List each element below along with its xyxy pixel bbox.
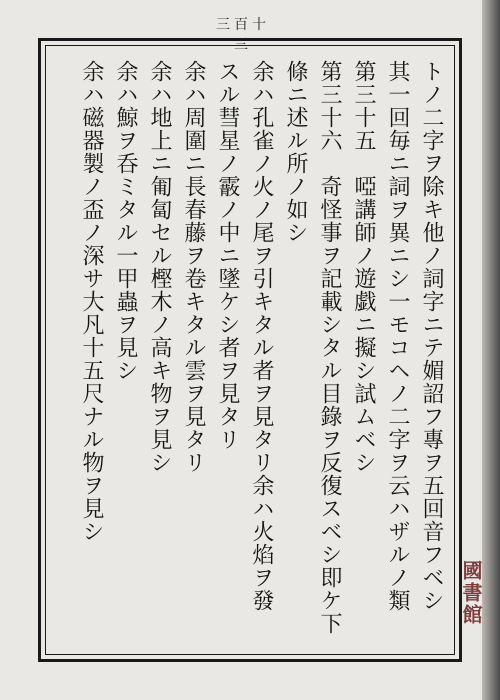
text-column: 第三十六 奇怪事ヲ記載シタル目錄ヲ反復スベシ即ケ下 [317,60,342,635]
text-column: 其一回毎ニ詞ヲ異ニシ一モコヘノ二字ヲ云ハザルノ類 [385,60,410,612]
vertical-text-block [78,60,448,645]
text-column: トノ二字ヲ除キ他ノ詞字ニテ媚詔フ專ヲ五回音フベシ [419,60,444,612]
text-column: 余ハ鯨ヲ呑ミタル一甲蟲ヲ見シ [113,60,138,382]
library-stamp: 國書館 [459,560,483,626]
text-column: 余ハ周圍ニ長春藤ヲ卷キタル雲ヲ見タリ [181,60,206,474]
text-column: 余ハ地上ニ匍匐セル樫木ノ高キ物ヲ見シ [147,60,172,474]
text-column: 余ハ孔雀ノ火ノ尾ヲ引キタル者ヲ見タリ余ハ火焰ヲ發 [249,60,274,612]
text-column: 條ニ述ル所ノ如シ [283,60,308,244]
text-column: スル彗星ノ霰ノ中ニ墜ケシ者ヲ見タリ [215,60,240,451]
page-number: 三百十三 [216,17,270,53]
text-column: 余ハ磁器製ノ盃ノ深サ大凡十五尺ナル物ヲ見シ [79,60,104,543]
text-column: 第三十五 啞講師ノ遊戯ニ擬シ試ムベシ [351,60,376,474]
